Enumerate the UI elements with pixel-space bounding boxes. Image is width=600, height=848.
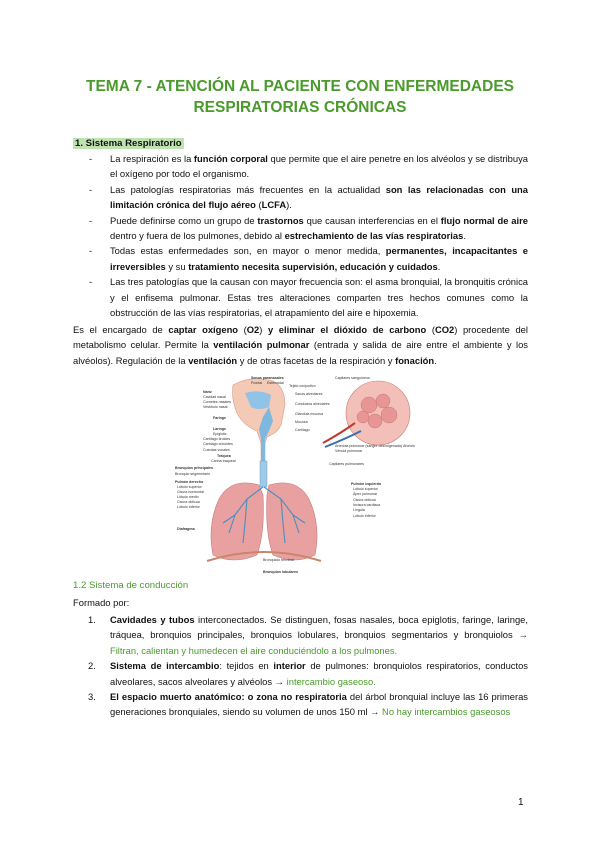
svg-text:Lóbulo superior: Lóbulo superior bbox=[353, 487, 378, 491]
trachea bbox=[260, 461, 267, 487]
svg-text:Ápex pulmonar: Ápex pulmonar bbox=[353, 492, 378, 496]
bullet-item: - Todas estas enfermedades son, en mayor o menor medida, permanentes, incapacitantes e irreversibles y su tratamiento necesita supervisión, educación y cuidados. bbox=[89, 245, 528, 272]
title-line-1: TEMA 7 - ATENCIÓN AL PACIENTE CON ENFERMEDADES bbox=[86, 78, 514, 95]
numbered-item: 1. Cavidades y tubos interconectados. Se distinguen, fosas nasales, boca epiglotis, faringe, laringe, tráquea, bronquios principales, bronquios lobulares, bronquios segmentarios y bronquiolos → Filtran, calientan y humedecen el aire conduciéndolo a los pulmones. bbox=[88, 614, 528, 656]
svg-text:Cartílago: Cartílago bbox=[295, 428, 310, 432]
svg-text:Bronquios principales: Bronquios principales bbox=[175, 466, 213, 470]
right-lung bbox=[211, 483, 263, 560]
alveoli-inset bbox=[346, 381, 410, 445]
svg-text:Incisura cardiaca: Incisura cardiaca bbox=[353, 503, 381, 507]
bullet-item: - La respiración es la función corporal que permite que el aire penetre en los alvéolos y se distribuya el oxígeno por todo el organismo. bbox=[89, 153, 528, 180]
svg-text:Cisura oblicua: Cisura oblicua bbox=[353, 498, 376, 502]
svg-text:Senos paranasales: Senos paranasales bbox=[251, 376, 284, 380]
svg-text:Cisura horizontal: Cisura horizontal bbox=[177, 490, 204, 494]
svg-text:Lóbulo inferior: Lóbulo inferior bbox=[177, 505, 200, 509]
intro-paragraph: Es el encargado de captar oxígeno (O2) y eliminar el dióxido de carbono (CO2) procedente del metabolismo celular. Permite la ventilación pulmonar (entrada y salida de aire entre el ambiente y los alvéolos). Regulación de la ventilación y de otras facetas de la respiración y fonación. bbox=[73, 324, 528, 366]
svg-text:Lóbulo medio: Lóbulo medio bbox=[177, 495, 199, 499]
bullet-item: - Las patologías respiratorias más frecuentes en la actualidad son las relacionadas con una limitación crónica del flujo aéreo (LCFA). bbox=[89, 183, 528, 211]
svg-text:Bronquiolo terminal: Bronquiolo terminal bbox=[263, 558, 294, 562]
title-line-2: RESPIRATORIAS CRÓNICAS bbox=[193, 99, 407, 116]
svg-text:Vénula pulmonar: Vénula pulmonar bbox=[335, 449, 363, 453]
svg-text:Mucosa: Mucosa bbox=[295, 420, 308, 424]
svg-text:Vestíbulo nasal: Vestíbulo nasal bbox=[203, 405, 228, 409]
svg-text:Cartílago cricoides: Cartílago cricoides bbox=[203, 442, 233, 446]
respiratory-system-figure bbox=[173, 373, 437, 578]
svg-text:Tejido conjuntivo: Tejido conjuntivo bbox=[289, 384, 316, 388]
document-title bbox=[40, 76, 560, 118]
svg-text:Cuerdas vocales: Cuerdas vocales bbox=[203, 448, 230, 452]
svg-text:Lóbulo superior: Lóbulo superior bbox=[177, 485, 202, 489]
svg-text:Faringe: Faringe bbox=[213, 416, 226, 420]
head-outline bbox=[233, 379, 286, 461]
arteriole bbox=[323, 423, 355, 443]
svg-text:Cisura oblicua: Cisura oblicua bbox=[177, 500, 200, 504]
page-number: 1 bbox=[518, 797, 524, 808]
svg-text:Frontal: Frontal bbox=[251, 381, 263, 385]
svg-text:Bronquios lobulares: Bronquios lobulares bbox=[263, 570, 298, 574]
svg-text:Capilares sanguíneos: Capilares sanguíneos bbox=[335, 376, 370, 380]
svg-text:Bronquio segmentario: Bronquio segmentario bbox=[175, 472, 211, 476]
numbered-list bbox=[73, 612, 528, 720]
svg-text:Glándula mucosa: Glándula mucosa bbox=[295, 412, 323, 416]
svg-text:Conductos alveolares: Conductos alveolares bbox=[295, 402, 330, 406]
bullet-item: - Puede definirse como un grupo de trastornos que causan interferencias en el flujo normal de aire dentro y fuera de los pulmones, debido al estrechamiento de las vías respiratorias. bbox=[89, 214, 528, 242]
numbered-item: 2. Sistema de intercambio: tejidos en interior de pulmones: bronquiolos respiratorios, conductos alveolares, sacos alveolares y alvéolos → intercambio gaseoso. bbox=[88, 660, 528, 687]
svg-text:Esfenoidal: Esfenoidal bbox=[267, 381, 284, 385]
svg-text:Diafragma: Diafragma bbox=[177, 527, 195, 531]
svg-text:Pulmón izquierdo: Pulmón izquierdo bbox=[351, 482, 382, 486]
svg-text:Cornetes nasales: Cornetes nasales bbox=[203, 400, 231, 404]
svg-text:Epiglotis: Epiglotis bbox=[213, 432, 227, 436]
svg-text:Carina traqueal: Carina traqueal bbox=[211, 459, 236, 463]
svg-text:Pulmón derecho: Pulmón derecho bbox=[175, 480, 204, 484]
section-heading-1: 1. Sistema Respiratorio bbox=[75, 138, 182, 149]
svg-text:Lóbulo inferior: Lóbulo inferior bbox=[353, 514, 376, 518]
section-heading-2: 1.2 Sistema de conducción bbox=[73, 580, 189, 591]
svg-text:Tráquea: Tráquea bbox=[217, 454, 231, 458]
svg-text:Língula: Língula bbox=[353, 508, 365, 512]
svg-text:Cartílago tiroides: Cartílago tiroides bbox=[203, 437, 231, 441]
formado-label: Formado por: bbox=[73, 597, 130, 608]
bullet-item: - Las tres patologías que la causan con mayor frecuencia son: el asma bronquial, la bronquitis crónica y el enfisema pulmonar. Estas tres alteraciones comparten tres hechos comunes como la obstrucción de las vías respiratorias, el atrapamiento del aire e hipoxemia. bbox=[89, 276, 528, 319]
svg-text:Capilares pulmonares: Capilares pulmonares bbox=[329, 462, 364, 466]
svg-text:Sacos alveolares: Sacos alveolares bbox=[295, 392, 323, 396]
respiratory-anatomy-illustration bbox=[173, 373, 437, 578]
svg-text:Laringe: Laringe bbox=[213, 427, 226, 431]
svg-text:Arteriola pulmonar (sangre des: Arteriola pulmonar (sangre desoxigenada) bbox=[335, 444, 403, 448]
numbered-item: 3. El espacio muerto anatómico: o zona no respiratoria del árbol bronquial incluye las 16 primeras generaciones bronquiales, siendo su volumen de unos 150 ml → No hay intercambios gaseosos bbox=[88, 691, 528, 718]
svg-text:Alvéolo: Alvéolo bbox=[403, 444, 415, 448]
svg-text:Nariz: Nariz bbox=[203, 390, 212, 394]
bullet-list bbox=[73, 151, 528, 320]
svg-text:Cavidad nasal: Cavidad nasal bbox=[203, 395, 226, 399]
